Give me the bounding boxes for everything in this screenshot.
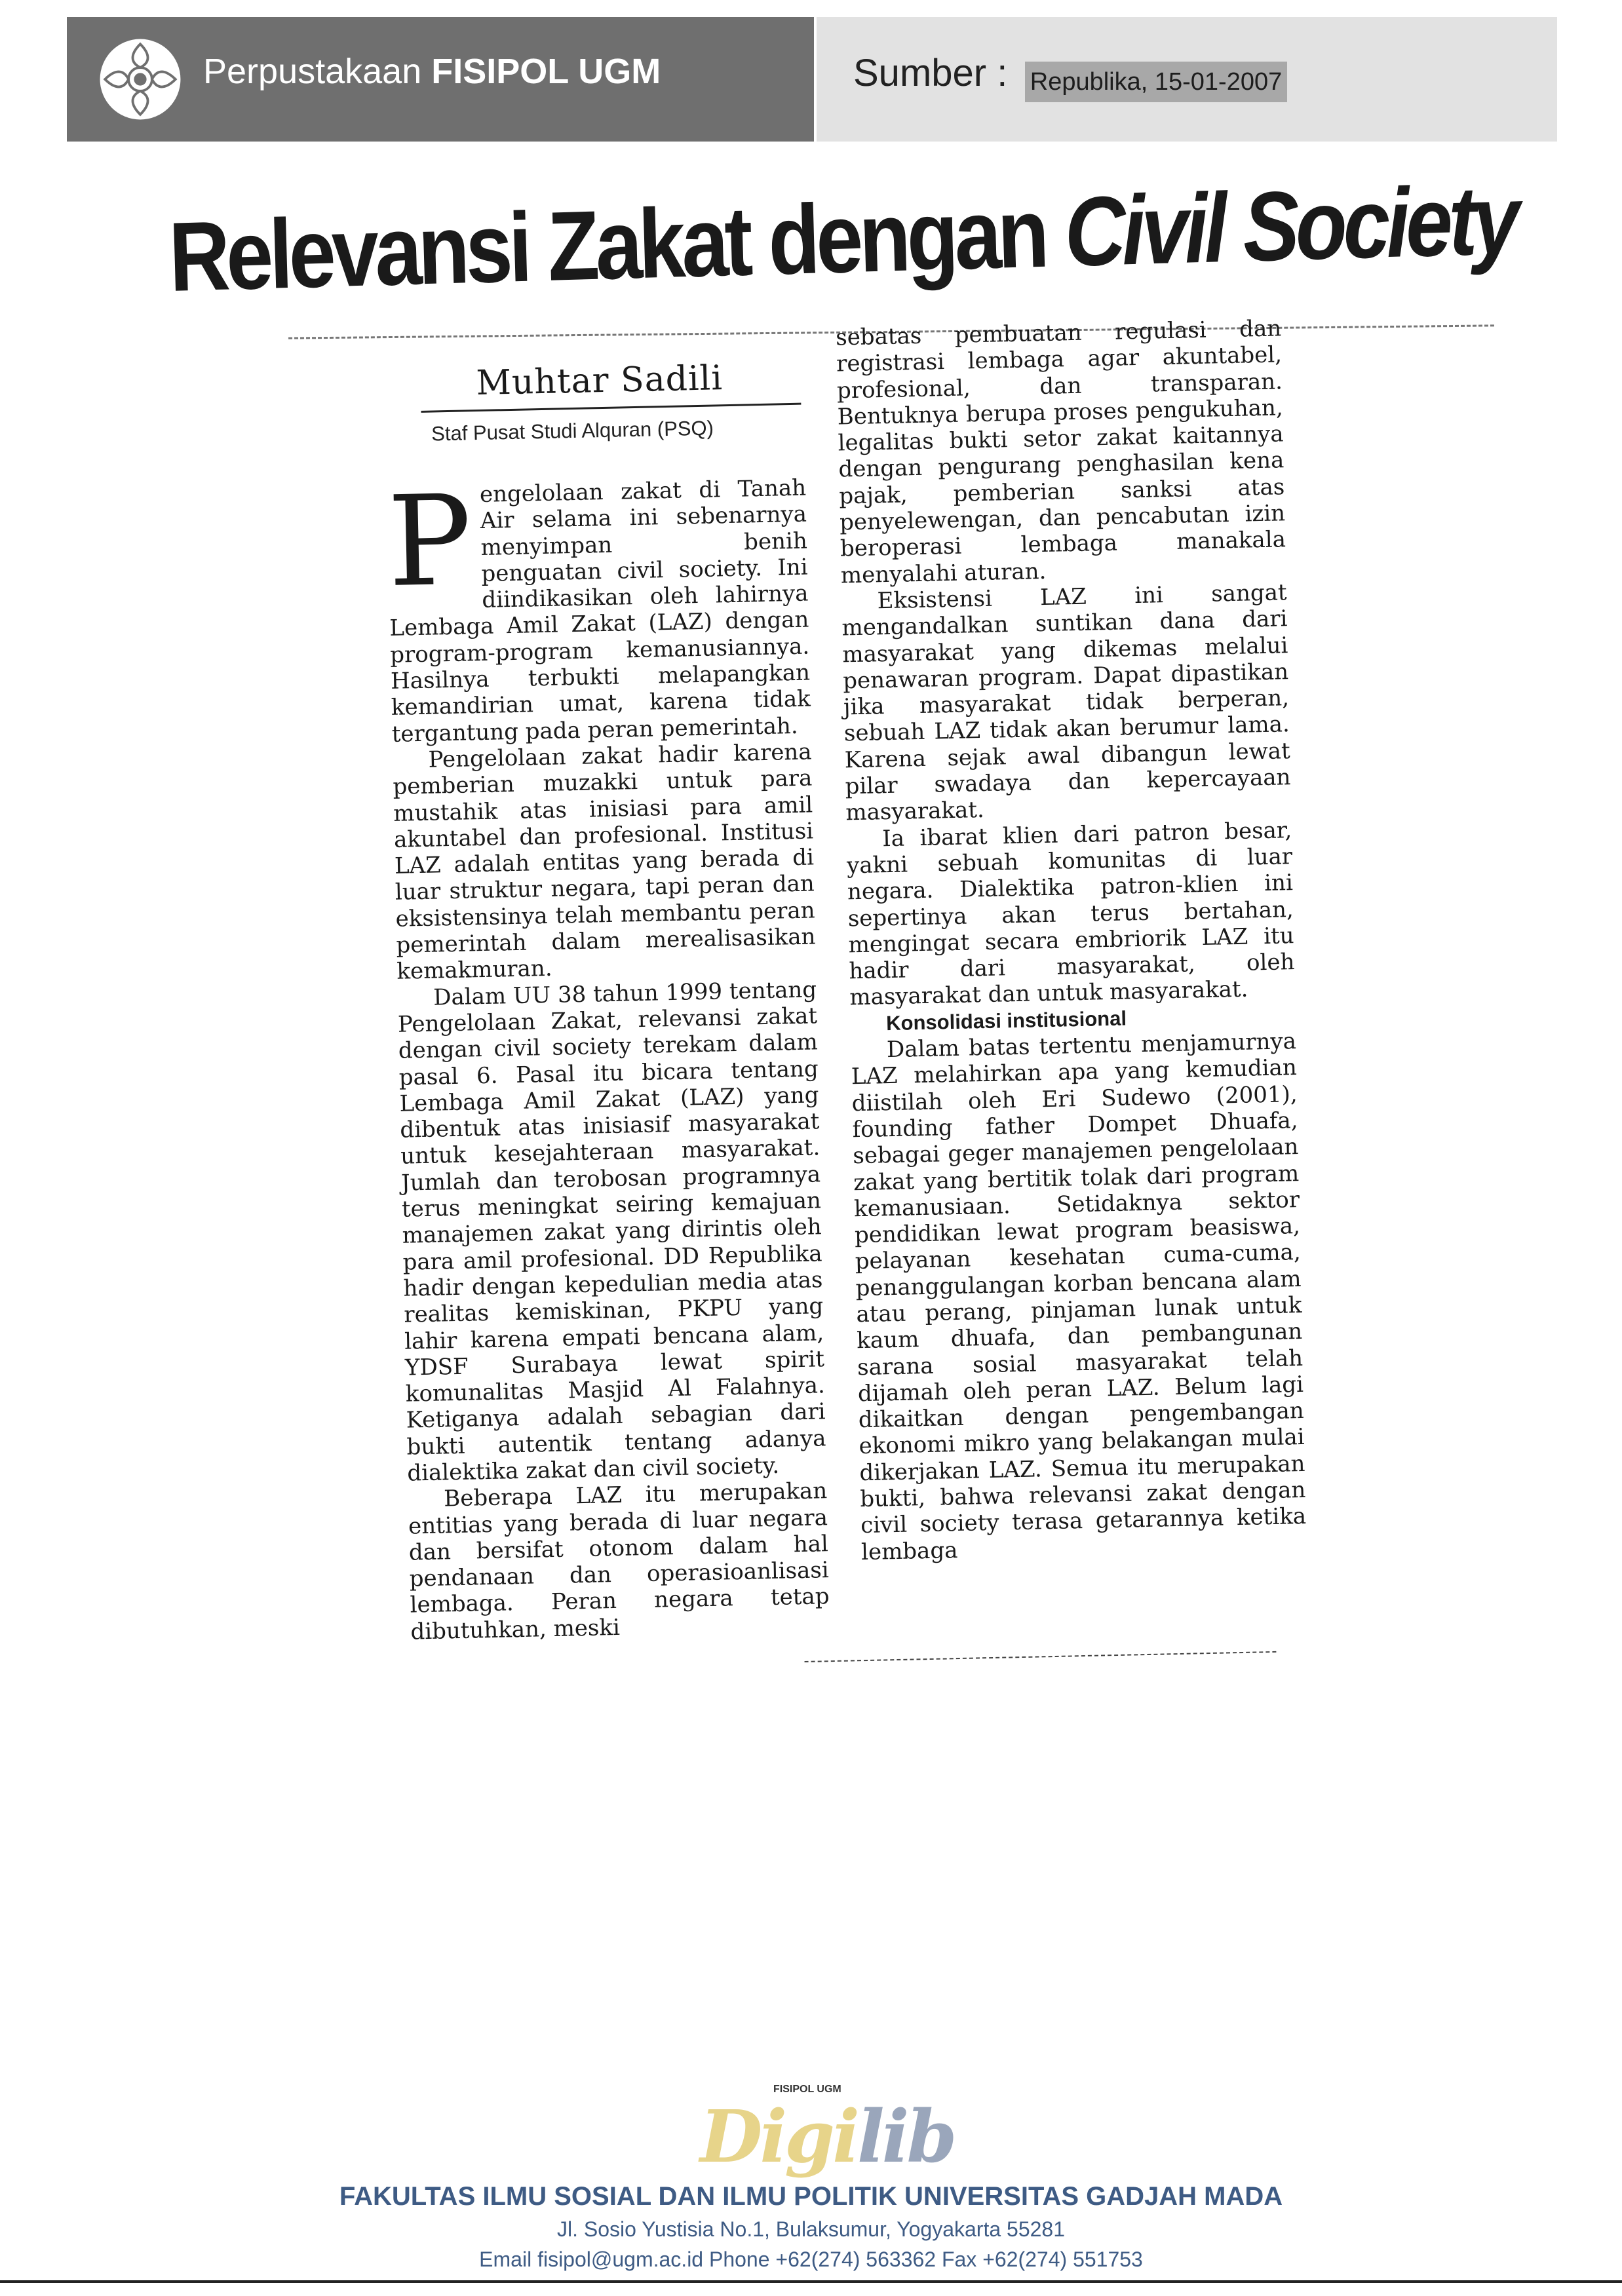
article-title [167,155,1518,328]
paragraph: Eksistensi LAZ ini sangat mengandalkan suntikan dana dari masyarakat yang dikemas melalui penawaran program. Dapat dipastikan jika masyarakat tidak berperan, sebuah LAZ tidak akan berumur lama. Karena sejak awal dibangun lewat pilar swadaya dan kepercayaan masyarakat. [841,579,1291,826]
paragraph: sebatas pembuatan regulasi dan registrasi lembaga agar akuntabel, profesional, dan transparan. Bentuknya berupa proses pengukuhan, legalitas bukti setor zakat kaitannya dengan pengurang penghasilan kena pajak, pemberian sanksi atas penyelewengan, dan pencabutan izin beroperasi lembaga manakala menyalahi aturan. [835,315,1286,589]
paragraph: Beberapa LAZ itu merupakan entitias yang berada di luar negara dan bersifat otonom dalam hal pendanaan dan operasioanlisasi lembaga. Peran negara tetap dibutuhkan, meski [408,1478,830,1645]
article-column-right [836,315,1307,1565]
paragraph: Pengelolaan zakat di Tanah Air selama ini sebenarnya menyimpan benih penguatan civil society. Ini diindikasikan oleh lahirnya Lembaga Amil Zakat (LAZ) dengan program-program kemanusiannya. Hasilnya terbukti melapangkan kemandirian umat, karena tidak tergantung pada peran pemerintah. [386,468,811,748]
source-label: Sumber : [853,52,1008,94]
title-italic: Civil Society [1063,164,1518,287]
library-name: Perpustakaan FISIPOL UGM [203,52,661,91]
digilib-logo [688,2084,955,2179]
header-banner [67,17,814,142]
paragraph: Dalam UU 38 tahun 1999 tentang Pengelolaan Zakat, relevansi zakat dengan civil society terekam dalam pasal 6. Pasal itu bicara tentang Lembaga Amil Zakat (LAZ) yang dibentuk atas inisiasif masyarakat untuk kesejahteraan masyarakat. Jumlah dan terobosan programnya terus meningkat seiring kemajuan manajemen zakat yang dirintis oleh para amil profesional. DD Republika hadir dengan kepedulian media atas realitas kemiskinan, PKPU yang lahir karena empati bencana alam, YDSF Surabaya lewat spirit komunalitas Masjid Al Falahnya. Ketiganya adalah sebagian dari bukti autentik tentang adanya dialektika zakat dan civil society. [397,976,826,1487]
section-subheading: Konsolidasi institusional [885,1006,1127,1035]
logo-caption: FISIPOL UGM [773,2084,841,2095]
faculty-address: Jl. Sosio Yustisia No.1, Bulaksumur, Yogyakarta 55281 [557,2217,1065,2241]
scan-edge-line [0,2280,1622,2283]
article-body [383,315,1329,1674]
author-name: Muhtar Sadili [475,358,724,404]
paragraph: Pengelolaan zakat hadir karena pemberian muzakki untuk para mustahik atas inisiasi para amil akuntabel dan profesional. Institusi LAZ adalah entitas yang berada di luar struktur negara, tapi peran dan eksistensinya telah membantu peran pemerintah dalam merealisasikan kemakmuran. [393,738,816,985]
author-divider [421,403,801,413]
logo-wordmark: Digilib [700,2094,955,2179]
author-affiliation: Staf Pusat Studi Alquran (PSQ) [431,416,714,446]
source-banner [817,17,1557,142]
title-main: Relevansi Zakat dengan [167,177,1047,312]
column-end-divider [805,1651,1277,1662]
source-badge: Republika, 15-01-2007 [1025,62,1287,102]
faculty-contact: Email fisipol@ugm.ac.id Phone +62(274) 563362 Fax +62(274) 551753 [479,2248,1143,2271]
paragraph: Dalam batas tertentu menjamurnya LAZ melahirkan apa yang kemudian diistilah oleh Eri Sudewo (2001), founding father Dompet Dhuafa, sebagai geger manajemen pengelolaan zakat yang bertitik tolak dari program kemanusiaan. Setidaknya sektor pendidikan lewat program beasiswa, pelayanan kesehatan cuma-cuma, penanggulangan korban bencana alam atau perang, pinjaman lunak untuk kaum dhuafa, dan pembangunan sarana sosial masyarakat telah dijamah oleh peran LAZ. Belum lagi dikaitkan dengan pengembangan ekonomi mikro yang belakangan mulai dikerjakan LAZ. Semua itu merupakan bukti, bahwa relevansi zakat dengan civil society terasa getarannya ketika lembaga [851,1028,1307,1565]
faculty-name: FAKULTAS ILMU SOSIAL DAN ILMU POLITIK UNIVERSITAS GADJAH MADA [339,2182,1283,2211]
drop-cap: P [386,468,473,615]
article-column-left [386,468,830,1645]
ugm-seal-icon [98,37,182,121]
paragraph: Ia ibarat klien dari patron besar, yakni sebuah komunitas di luar negara. Dialektika patron-klien ini sepertinya akan terus bertahan, mengingat secara embriorik LAZ itu hadir dari masyarakat, oleh masyarakat dan untuk masyarakat. [846,816,1295,1011]
